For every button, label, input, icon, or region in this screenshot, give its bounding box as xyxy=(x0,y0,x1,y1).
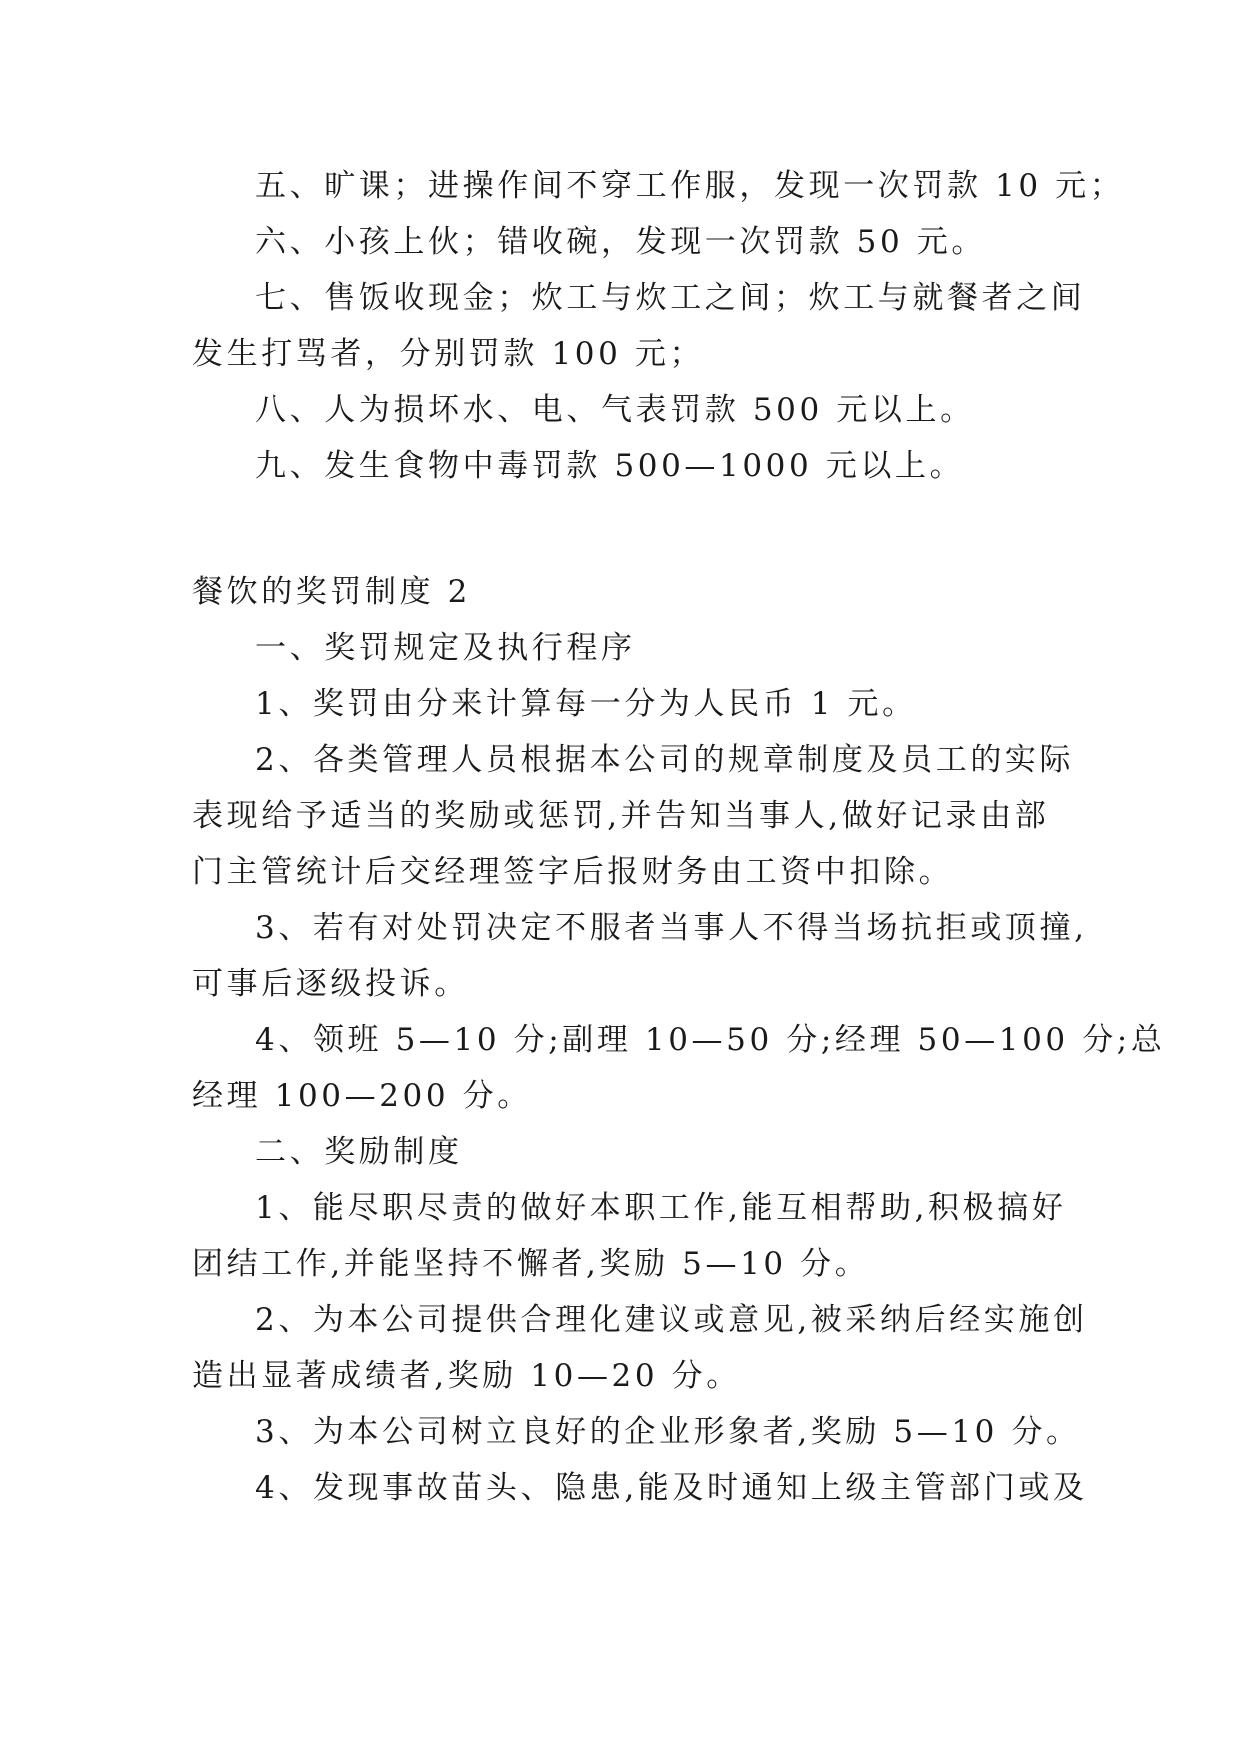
paragraph-line: 4、发现事故苗头、隐患,能及时通知上级主管部门或及 xyxy=(255,1470,1088,1506)
paragraph-line: 九、发生食物中毒罚款 500—1000 元以上。 xyxy=(255,448,965,484)
paragraph-line: 五、旷课；进操作间不穿工作服，发现一次罚款 10 元； xyxy=(255,168,1125,204)
paragraph-line: 六、小孩上伙；错收碗，发现一次罚款 50 元。 xyxy=(255,224,986,260)
paragraph-line: 造出显著成绩者,奖励 10—20 分。 xyxy=(192,1358,741,1394)
paragraph-line: 经理 100—200 分。 xyxy=(192,1078,532,1114)
paragraph-line: 3、若有对处罚决定不服者当事人不得当场抗拒或顶撞, xyxy=(255,910,1088,946)
paragraph-line: 3、为本公司树立良好的企业形象者,奖励 5—10 分。 xyxy=(255,1414,1081,1450)
paragraph-line: 二、奖励制度 xyxy=(255,1134,463,1170)
paragraph-line: 表现给予适当的奖励或惩罚,并告知当事人,做好记录由部 xyxy=(192,798,1050,834)
paragraph-line: 2、各类管理人员根据本公司的规章制度及员工的实际 xyxy=(255,742,1075,778)
paragraph-line: 八、人为损坏水、电、气表罚款 500 元以上。 xyxy=(255,392,975,428)
paragraph-line: 七、售饭收现金；炊工与炊工之间；炊工与就餐者之间 xyxy=(255,280,1086,316)
paragraph-line: 发生打骂者，分别罚款 100 元； xyxy=(192,336,705,372)
paragraph-line: 门主管统计后交经理签字后报财务由工资中扣除。 xyxy=(192,854,954,890)
paragraph-line: 可事后逐级投诉。 xyxy=(192,966,469,1002)
paragraph-line: 团结工作,并能坚持不懈者,奖励 5—10 分。 xyxy=(192,1246,870,1282)
paragraph-line: 1、奖罚由分来计算每一分为人民币 1 元。 xyxy=(255,686,917,722)
paragraph-line: 1、能尽职尽责的做好本职工作,能互相帮助,积极搞好 xyxy=(255,1190,1067,1226)
paragraph-line: 4、领班 5—10 分;副理 10—50 分;经理 50—100 分;总 xyxy=(255,1022,1166,1058)
paragraph-line: 2、为本公司提供合理化建议或意见,被采纳后经实施创 xyxy=(255,1302,1088,1338)
section-title: 餐饮的奖罚制度 2 xyxy=(192,574,471,610)
paragraph-line: 一、奖罚规定及执行程序 xyxy=(255,630,636,666)
